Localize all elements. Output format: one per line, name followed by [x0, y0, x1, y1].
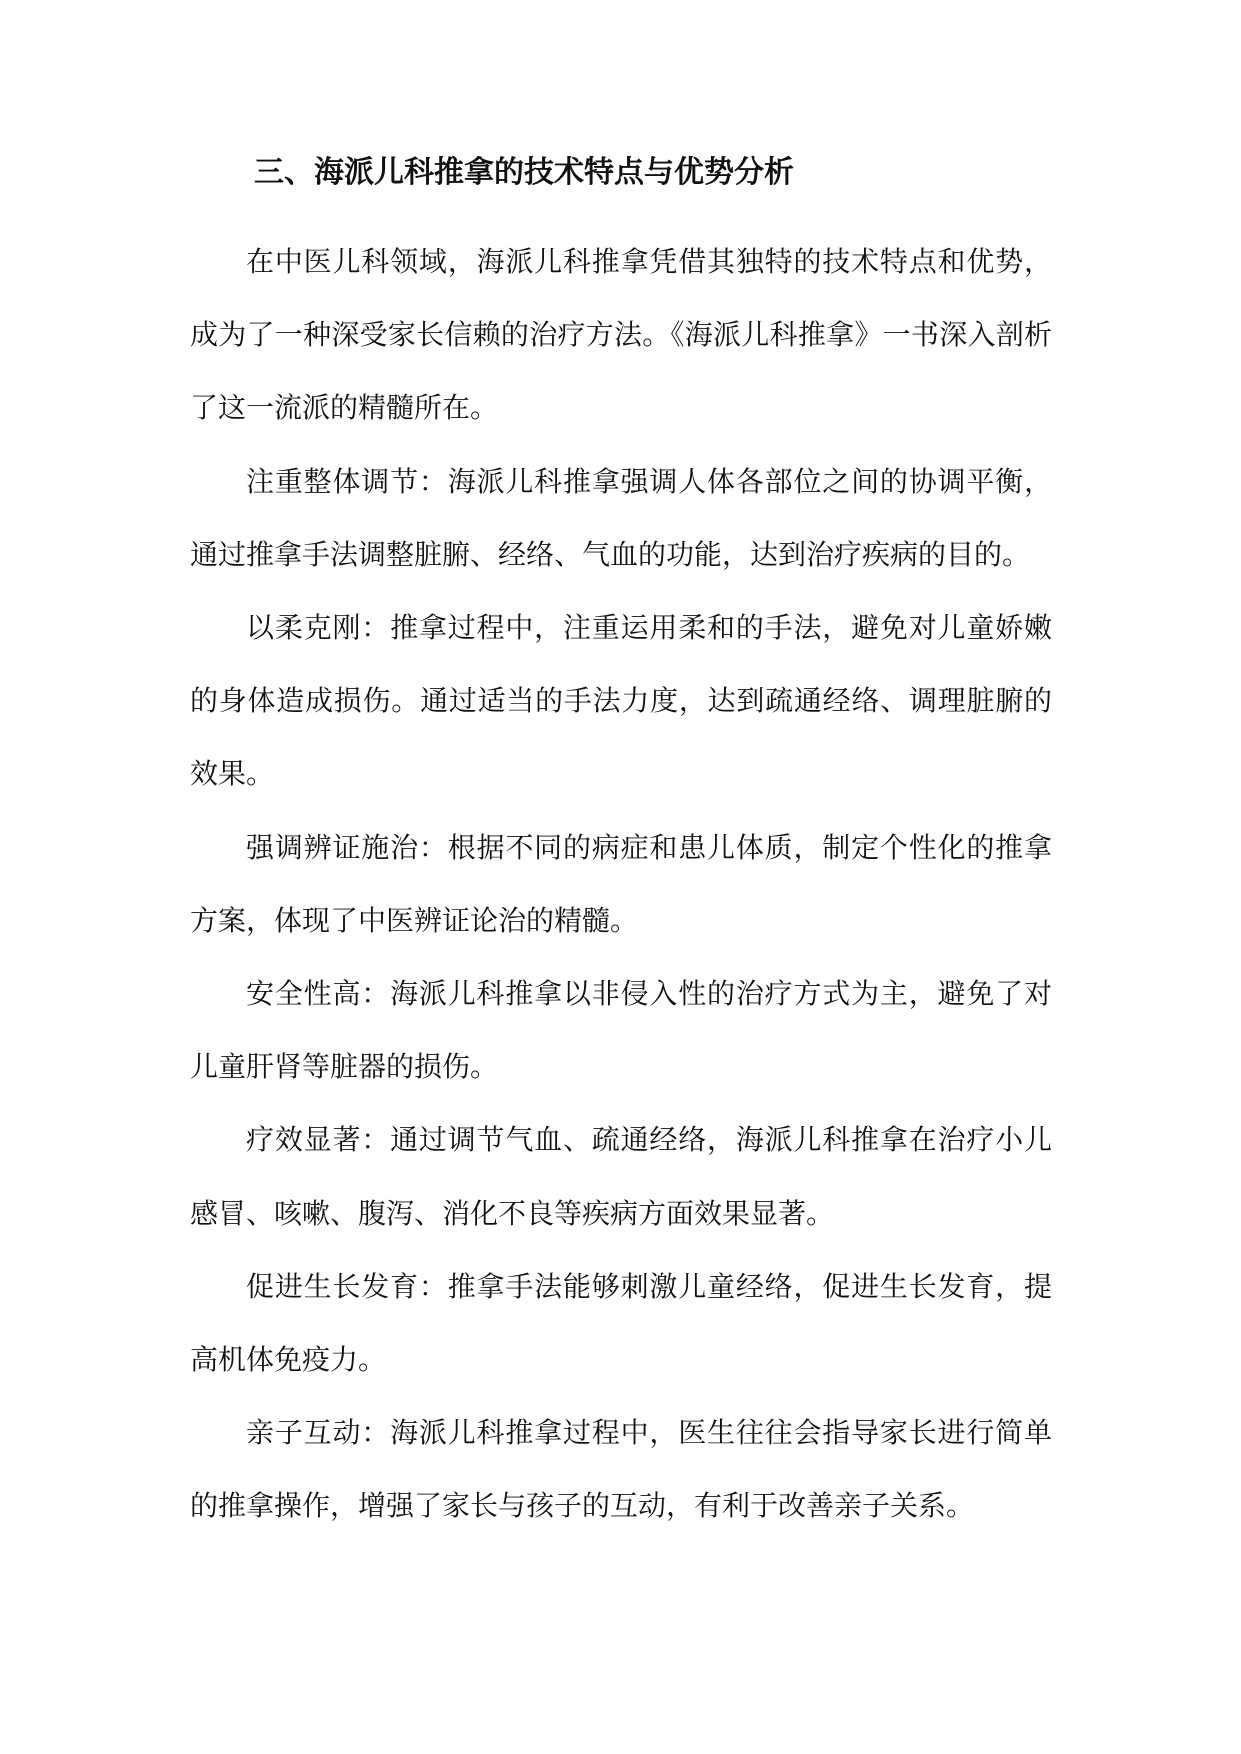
paragraph-holistic-regulation: 注重整体调节：海派儿科推拿强调人体各部位之间的协调平衡，通过推拿手法调整脏腑、经络、气血的功能，达到治疗疾病的目的。 — [190, 464, 1052, 571]
paragraph-safety: 安全性高：海派儿科推拿以非侵入性的治疗方式为主，避免了对儿童肝肾等脏器的损伤。 — [190, 977, 1052, 1084]
paragraph-parent-child: 亲子互动：海派儿科推拿过程中，医生往往会指导家长进行简单的推拿操作，增强了家长与孩子的互动，有利于改善亲子关系。 — [190, 1416, 1052, 1523]
paragraph-gentle-technique: 以柔克刚：推拿过程中，注重运用柔和的手法，避免对儿童娇嫩的身体造成损伤。通过适当的手法力度，达到疏通经络、调理脏腑的效果。 — [190, 611, 1052, 791]
paragraph-syndrome-differentiation: 强调辨证施治：根据不同的病症和患儿体质，制定个性化的推拿方案，体现了中医辨证论治的精髓。 — [190, 830, 1052, 937]
section-heading: 三、海派儿科推拿的技术特点与优势分析 — [254, 155, 794, 190]
paragraph-efficacy: 疗效显著：通过调节气血、疏通经络，海派儿科推拿在治疗小儿感冒、咳嗽、腹泻、消化不良等疾病方面效果显著。 — [190, 1123, 1052, 1230]
body-text — [190, 225, 1052, 1543]
paragraph-intro: 在中医儿科领域，海派儿科推拿凭借其独特的技术特点和优势，成为了一种深受家长信赖的治疗方法。《海派儿科推拿》一书深入剖析了这一流派的精髓所在。 — [190, 245, 1052, 425]
paragraph-growth: 促进生长发育：推拿手法能够刺激儿童经络，促进生长发育，提高机体免疫力。 — [190, 1269, 1052, 1377]
